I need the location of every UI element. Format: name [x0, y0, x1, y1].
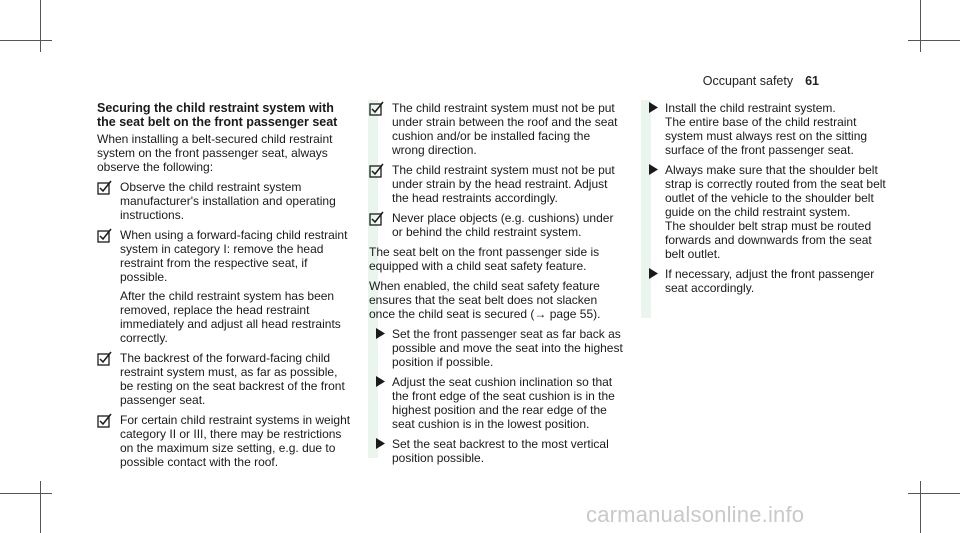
checklist-item	[97, 180, 352, 222]
section-heading: Securing the child restraint system with the seat belt on the front passenger seat	[97, 101, 338, 129]
page-reference-text: page 55).	[546, 307, 601, 321]
arrow-right-icon: →	[534, 307, 547, 321]
column-left	[97, 101, 352, 475]
page-number: 61	[805, 74, 819, 88]
checklist-text: The backrest of the forward-facing child restraint system must, as far as possible, be resting on the seat backrest of the front passenger seat.	[120, 351, 345, 407]
checklist-item	[369, 211, 624, 239]
crop-mark	[0, 40, 52, 41]
checklist-text: When using a forward-facing child restraint system in category I: remove the head restraint from the respective seat, if possible.	[120, 228, 348, 284]
paragraph-text: When enabled, the child seat safety feature ensures that the seat belt does not slacken once the child seat is secured (	[369, 279, 600, 321]
checkbox-icon	[97, 351, 112, 366]
checklist-text: Never place objects (e.g. cushions) under or behind the child restraint system.	[392, 211, 614, 239]
step-item	[369, 437, 624, 465]
step-item	[369, 375, 624, 431]
body-paragraph: The seat belt on the front passenger side is equipped with a child seat safety feature.	[369, 245, 600, 273]
play-arrow-icon	[649, 268, 658, 282]
crop-mark	[908, 40, 960, 41]
checklist-text: The child restraint system must not be put under strain by the head restraint. Adjust the head restraints accordingly.	[392, 163, 615, 205]
checkbox-icon	[369, 211, 384, 226]
page-reference-link[interactable]	[534, 307, 600, 321]
play-arrow-icon	[376, 328, 385, 342]
step-item	[642, 163, 892, 261]
crop-mark	[920, 481, 921, 533]
crop-mark	[920, 0, 921, 52]
column-middle	[369, 101, 624, 471]
step-item	[642, 101, 892, 157]
step-subtext: The shoulder belt strap must be routed forwards and downwards from the seat belt outlet.	[665, 219, 872, 261]
intro-paragraph: When installing a belt-secured child restraint system on the front passenger seat, always observe the following:	[97, 132, 333, 174]
checklist-subtext: After the child restraint system has been removed, replace the head restraint immediately and adjust all head restraints correctly.	[120, 289, 341, 345]
section-title: Occupant safety	[702, 74, 794, 88]
step-subtext: The entire base of the child restraint system must always rest on the sitting surface of the front passenger seat.	[665, 115, 868, 157]
checklist-text: Observe the child restraint system manufacturer's installation and operating instructions.	[120, 180, 336, 222]
column-right	[642, 101, 892, 301]
checkbox-icon	[97, 180, 112, 195]
checklist-item	[97, 413, 352, 469]
step-item	[369, 327, 624, 369]
play-arrow-icon	[376, 438, 385, 452]
step-text: Set the seat backrest to the most vertical position possible.	[392, 437, 609, 465]
body-paragraph	[369, 279, 624, 321]
step-text: If necessary, adjust the front passenger seat accordingly.	[665, 267, 875, 295]
step-text: Always make sure that the shoulder belt strap is correctly routed from the seat belt outlet of the vehicle to the shoulder belt guide on the child restraint system.	[665, 163, 886, 219]
checklist-item	[369, 163, 624, 205]
crop-mark	[40, 481, 41, 533]
step-text: Install the child restraint system.	[665, 101, 836, 115]
page-header	[703, 74, 819, 88]
checklist-text: For certain child restraint systems in weight category II or III, there may be restrictions on the maximum size setting, e.g. due to possible contact with the roof.	[120, 413, 351, 469]
checklist-item	[369, 101, 624, 157]
play-arrow-icon	[649, 102, 658, 116]
checklist-item	[97, 351, 352, 407]
play-arrow-icon	[376, 376, 385, 390]
step-item	[642, 267, 892, 295]
watermark: carmanualsonline.info	[586, 502, 805, 527]
checkbox-icon	[369, 163, 384, 178]
checkbox-icon	[97, 413, 112, 428]
checkbox-icon	[97, 228, 112, 243]
checkbox-icon	[369, 101, 384, 116]
crop-mark	[0, 493, 52, 494]
checklist-item	[97, 228, 352, 345]
crop-mark	[40, 0, 41, 52]
crop-mark	[908, 493, 960, 494]
play-arrow-icon	[649, 164, 658, 178]
step-text: Set the front passenger seat as far back as possible and move the seat into the highest position if possible.	[392, 327, 623, 369]
step-text: Adjust the seat cushion inclination so that the front edge of the seat cushion is in the highest position and the rear edge of the seat cushion is in the lowest position.	[392, 375, 615, 431]
checklist-text: The child restraint system must not be put under strain between the roof and the seat cushion and/or be installed facing the wrong direction.	[392, 101, 618, 157]
